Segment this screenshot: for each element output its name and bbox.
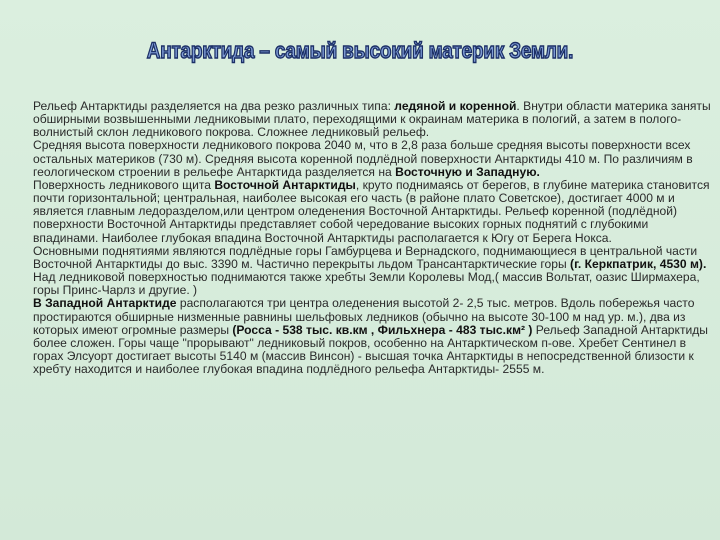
p6-text-a: располагаются три центра оледенения высотой 2- 2,5 тыс. метров. Вдоль побережья часто простираются обширные низменные равнины шельфовых ледников (обычно на высоте 30-100 м над ур. м.), два из которых имеют огромные размеры xyxy=(33,296,695,337)
slide-title: Антарктида – самый высокий материк Земли. xyxy=(146,38,574,63)
p1-bold-b: коренной xyxy=(459,99,517,113)
p2-bold-a: Восточную и Западную. xyxy=(395,164,540,179)
paragraph-heights xyxy=(33,139,713,178)
p6-text-b: Рельеф Западной Антарктиды более сложен. Горы чаще "прорывают" ледниковый покров, особенно на Антарктическом п-ове. Хребет Сентинел в горах Элсуорт достигает высоты 5140 м (массив Винсон) - высшая точка Антарктиды в непосредственной близости к хребту находится и наиболее глубокая впадина подлёдного рельефа Антарктиды- 2555 м. xyxy=(33,322,709,377)
p1-text-c: . Внутри области материка заняты обширными возвышенными ледниковыми плато, переходящими к окраинам материка в пологий, а затем в полого-волнистый склон ледникового покрова. Сложнее ледниковый рельеф. xyxy=(33,99,711,140)
p6-bold-b: (Росса - 538 тыс. кв.км , Фильхнера - 483 тыс.км² ) xyxy=(232,322,533,337)
p2-text-a: Средняя высота поверхности ледникового покрова 2040 м, что в 2,8 раза больше средняя высоты поверхности всех остальных материков (730 м). Средняя высота коренной подлёдной поверхности Антарктиды 410 м. По различиям в геологическом строении в рельефе Антарктида разделяется на xyxy=(33,138,693,179)
paragraph-west xyxy=(33,297,713,376)
paragraph-ridges xyxy=(33,271,713,297)
title-container xyxy=(0,38,720,64)
p1-text-a: Рельеф Антарктиды разделяется на два резко различных типа: xyxy=(33,99,395,113)
paragraph-uplifts xyxy=(33,245,713,271)
p3-text-b: , круто поднимаясь от берегов, в глубине материка становится почти горизонтальной; центральная, наиболее высокая его часть (в районе плато Советское), достигает 4000 м и является главным ледоразделом,или центром оледенения Восточной Антарктиды. Рельеф коренной (подлёдной) поверхности Восточной Антарктиды представляет собой чередование высоких горных поднятий с глубокими впадинами. Наиболее глубокая впадина Восточной Антарктиды располагается к Югу от Берега Нокса. xyxy=(33,177,710,245)
p1-bold-a: ледяной и xyxy=(394,99,457,113)
paragraph-east-surface xyxy=(33,179,713,245)
p3-bold-a: Восточной Антарктиды xyxy=(214,177,356,192)
p3-text-a: Поверхность ледникового щита xyxy=(33,177,215,192)
p4-text-a: Основными поднятиями являются подлёдные горы Гамбурцева и Вернадского, поднимающиеся в центральной части Восточной Антарктиды до выс. 3390 м. Частично перекрыты льдом Трансантарктические горы xyxy=(33,243,698,271)
paragraph-relief xyxy=(33,100,713,139)
p6-bold-a: В Западной Антарктиде xyxy=(33,296,177,311)
body-text xyxy=(33,100,713,376)
p4-bold-a: (г. Керкпатрик, 4530 м). xyxy=(570,256,707,271)
p5-text-a: Над ледниковой поверхностью поднимаются также хребты Земли Королевы Мод,( массив Вольтат, оазис Ширмахера, горы Принс-Чарлз и другие. ) xyxy=(33,270,700,298)
